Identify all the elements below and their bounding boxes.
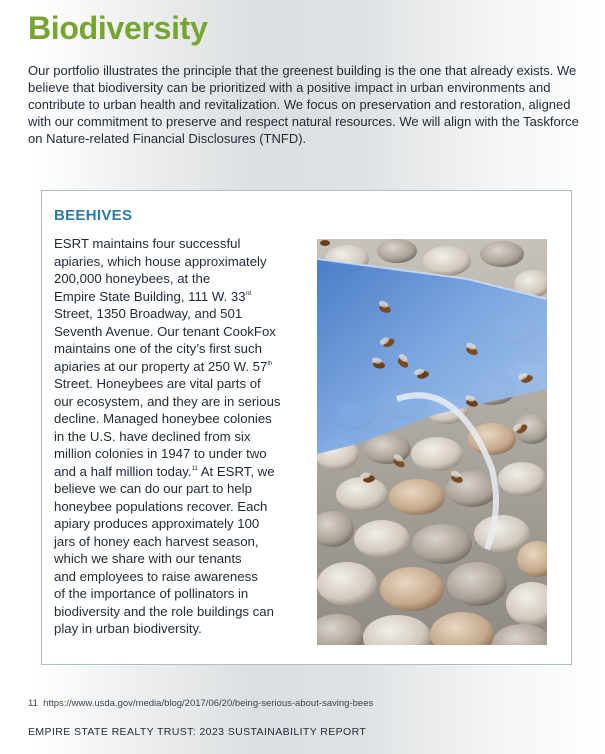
body-line: 200,000 honeybees, at the [54,271,211,286]
beehives-card [41,190,572,665]
body-line [54,463,304,481]
body-line: believe we can do our part to help [54,481,252,496]
body-line: jars of honey each harvest season, [54,533,259,549]
body-line: honeybee populations recover. Each [54,498,268,514]
body-line [54,358,304,376]
body-line: our ecosystem, and they are in serious [54,393,281,409]
footnote-link[interactable]: https://www.usda.gov/media/blog/2017/06/20/being-serious-about-saving-bees [43,698,374,709]
page-title: Biodiversity [28,10,208,46]
bees-photo-illustration [317,239,547,645]
footnote [28,698,373,709]
body-line: of the importance of pollinators in [54,586,249,601]
body-line-text: At ESRT, we [197,463,275,479]
body-line: Street, 1350 Broadway, and 501 [54,306,243,321]
body-line [54,288,304,306]
ordinal-suffix: rd [245,290,251,297]
body-line: which we share with our tenants [54,551,242,566]
beehives-heading: BEEHIVES [54,207,133,224]
report-footer: EMPIRE STATE REALTY TRUST: 2023 SUSTAINABILITY REPORT [28,726,367,738]
body-line: Seventh Avenue. Our tenant CookFox [54,323,276,339]
body-line: maintains one of the city’s first such [54,341,262,356]
body-line: decline. Managed honeybee colonies [54,411,272,426]
intro-paragraph: Our portfolio illustrates the principle that the greenest building is the one that already exists. We believe that biodiversity can be prioritized with a positive impact in urban environments and contribute to urban health and revitalization. We focus on preservation and restoration, aligned with our commitment to preserve and respect natural resources. We will align with the Taskforce on Nature-related Financial Disclosures (TNFD). [28,63,579,146]
body-line-text: apiaries at our property at 250 W. 57 [54,358,268,374]
beehive-photo [317,239,547,645]
body-line: apiaries, which house approximately [54,253,267,269]
body-line: apiary produces approximately 100 [54,516,260,531]
body-line: million colonies in 1947 to under two [54,446,267,461]
footnote-reference[interactable]: 11 [191,465,198,472]
body-line: biodiversity and the role buildings can [54,603,274,619]
body-line: and employees to raise awareness [54,568,258,584]
body-line: play in urban biodiversity. [54,621,202,636]
body-line-text: Empire State Building, 111 W. 33 [54,288,246,304]
beehives-body [54,235,304,638]
body-line: ESRT maintains four successful [54,236,241,251]
body-line: in the U.S. have declined from six [54,428,251,444]
ordinal-suffix: th [267,360,273,367]
body-line-text: and a half million today. [54,463,192,479]
body-line: Street. Honeybees are vital parts of [54,376,261,391]
footnote-number: 11 [28,698,38,709]
